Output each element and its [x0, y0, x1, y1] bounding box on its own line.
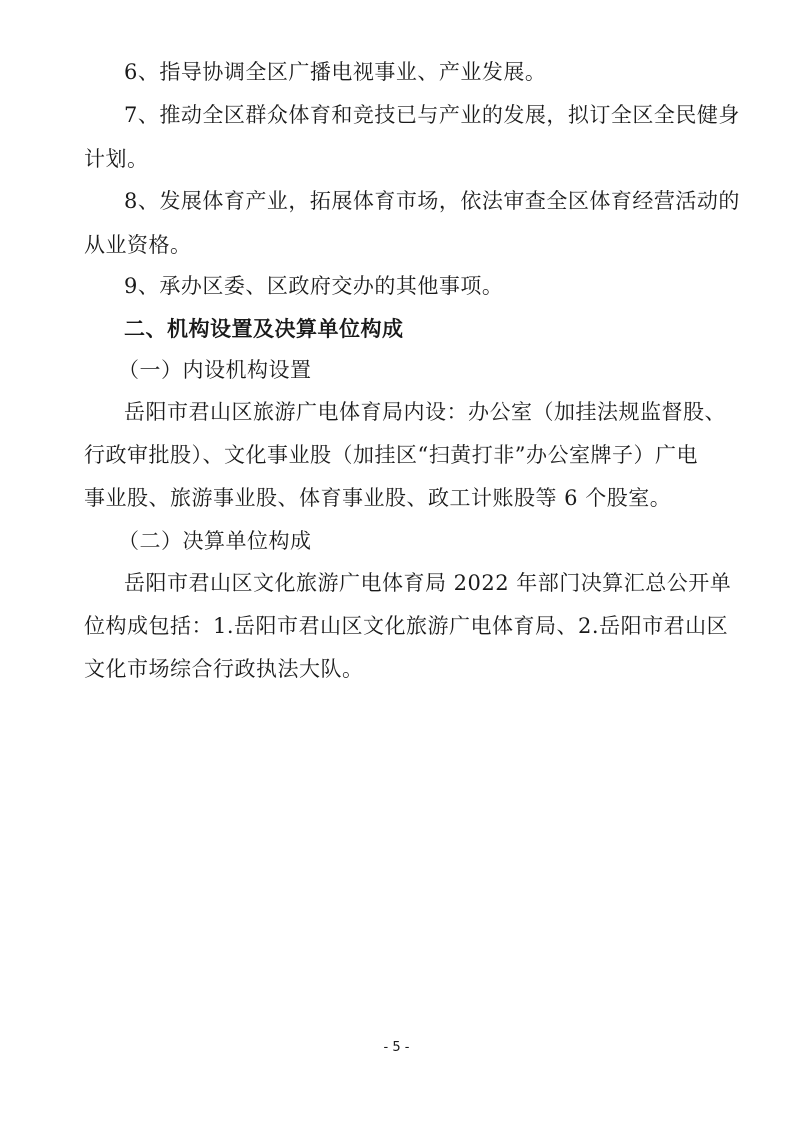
item-8-line2: 从业资格。: [84, 233, 192, 257]
subsection-1-line1: 岳阳市君山区旅游广电体育局内设：办公室（加挂法规监督股、: [124, 400, 726, 424]
section-heading: 二、机构设置及决算单位构成: [124, 317, 404, 341]
subsection-1-line2: 行政审批股）、文化事业股（加挂区“扫黄打非”办公室牌子）广电: [84, 443, 698, 467]
subsection-2-title: （二）决算单位构成: [118, 529, 312, 553]
subsection-2-line2: 位构成包括：1.岳阳市君山区文化旅游广电体育局、2.岳阳市君山区: [84, 614, 729, 638]
page-number: - 5 -: [383, 1040, 410, 1055]
item-8-line1: 8、发展体育产业，拓展体育市场，依法审查全区体育经营活动的: [124, 189, 740, 213]
item-7-line2: 计划。: [84, 147, 149, 171]
item-7-line1: 7、推动全区群众体育和竞技已与产业的发展，拟订全区全民健身: [124, 103, 740, 127]
subsection-1-title: （一）内设机构设置: [118, 358, 312, 382]
subsection-2-line3: 文化市场综合行政执法大队。: [84, 657, 364, 681]
item-6: 6、指导协调全区广播电视事业、产业发展。: [124, 60, 547, 84]
item-9: 9、承办区委、区政府交办的其他事项。: [124, 274, 504, 298]
subsection-1-line3: 事业股、旅游事业股、体育事业股、政工计账股等 6 个股室。: [84, 486, 672, 510]
subsection-2-line1: 岳阳市君山区文化旅游广电体育局 2022 年部门决算汇总公开单: [124, 571, 732, 595]
